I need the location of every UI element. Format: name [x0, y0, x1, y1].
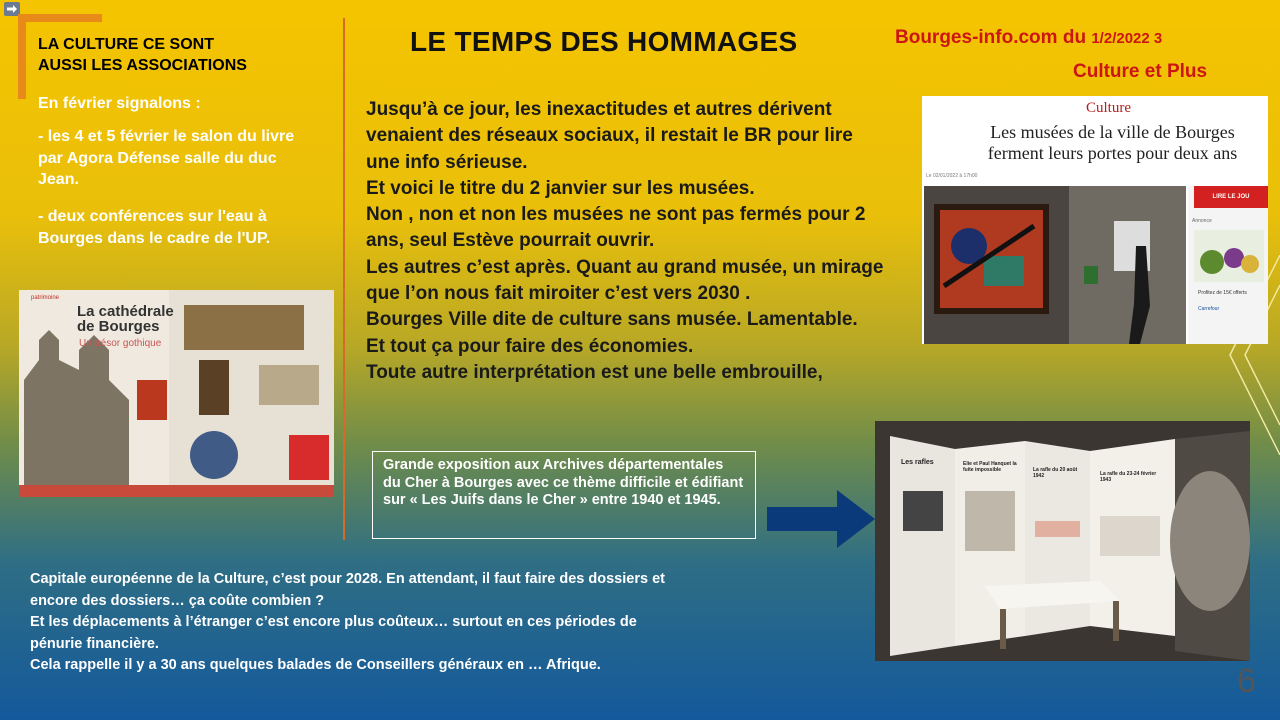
advert-offer: Profitez de 15€ offerts — [1198, 290, 1247, 296]
article-line: Jusqu’à ce jour, les inexactitudes et autres dérivent — [366, 99, 832, 120]
article-headline-line: ferment leurs portes pour deux ans — [987, 143, 1238, 163]
conferences-item: - deux conférences sur l'eau à Bourges dans le cadre de l'UP. — [38, 208, 271, 247]
associations-title — [38, 34, 318, 76]
article-headline-line: Les musées de la ville de Bourges — [990, 122, 1235, 142]
article-line: Les autres c’est après. Quant au grand musée, un mirage — [366, 256, 884, 278]
panel-title: Elie et Paul Hanquet la fuite impossible — [963, 461, 1017, 473]
article-section: Culture — [1086, 100, 1131, 116]
article-line: que l’on nous fait miroiter c’est vers 2030 . — [366, 283, 751, 305]
read-newspaper-button[interactable]: LIRE LE JOU — [1194, 186, 1268, 208]
main-article-text — [366, 97, 936, 386]
advert-label: Annonce — [1192, 218, 1212, 224]
page-number: 6 — [1237, 662, 1256, 700]
panel-title: La rafle du 23-24 février 1943 — [1100, 471, 1157, 483]
magazine-title — [77, 304, 174, 334]
advert-sidebar — [1188, 186, 1268, 344]
article-line: venaient des réseaux sociaux, il restait le BR pour lire — [366, 125, 853, 147]
frame-accent-left — [18, 14, 26, 99]
paragraph-line: Et les déplacements à l’étranger c’est encore plus coûteux… surtout en ces périodes de — [30, 614, 637, 630]
magazine-title-line: La cathédrale — [77, 303, 174, 320]
vegetables-image — [1194, 230, 1264, 282]
column-divider — [343, 18, 345, 540]
article-line: Et tout ça pour faire des économies. — [366, 335, 694, 357]
article-line: Et voici le titre du 2 janvier sur les musées. — [366, 177, 755, 199]
article-line: Toute autre interprétation est une belle embrouille, — [366, 361, 823, 383]
issue-date: 1/2/2022 3 — [1091, 30, 1163, 47]
paragraph-line: pénurie financière. — [30, 635, 159, 652]
magazine-tag: patrimoine — [31, 295, 60, 301]
article-line: une info sérieuse. — [366, 151, 528, 173]
section-name: Culture et Plus — [1073, 61, 1208, 82]
cathedral-magazine-photo — [19, 290, 334, 497]
article-line: Non , non et non les musées ne sont pas fermés pour 2 — [366, 204, 866, 226]
paragraph-line: encore des dossiers… ça coûte combien ? — [30, 592, 325, 609]
newspaper-article-screenshot — [922, 96, 1268, 344]
february-intro: En février signalons : — [38, 95, 201, 112]
article-line: ans, seul Estève pourrait ouvrir. — [366, 230, 655, 252]
associations-title-line: LA CULTURE CE SONT — [38, 36, 214, 53]
museum-photo — [924, 186, 1186, 344]
site-header — [895, 27, 1162, 49]
paragraph-line: Cela rappelle il y a 30 ans quelques balades de Conseillers généraux en … Afrique. — [30, 657, 601, 673]
article-line: Bourges Ville dite de culture sans musée. Lamentable. — [366, 309, 858, 331]
article-date: Le 02/01/2022 à 17h00 — [926, 173, 978, 179]
article-headline — [960, 122, 1265, 164]
associations-title-line: AUSSI LES ASSOCIATIONS — [38, 57, 247, 74]
magazine-subtitle: Un trésor gothique — [79, 338, 162, 349]
exhibition-photo — [875, 421, 1250, 661]
page-title: LE TEMPS DES HOMMAGES — [410, 26, 798, 57]
european-capital-paragraph — [30, 569, 790, 677]
exhibition-caption: Grande exposition aux Archives départementales du Cher à Bourges avec ce thème difficile et édifiant sur « Les Juifs dans le Cher » entre 1940 et 1945. — [372, 451, 756, 539]
paragraph-line: Capitale européenne de la Culture, c’est pour 2028. En attendant, il faut faire des dossiers et — [30, 571, 665, 587]
magazine-title-line: de Bourges — [77, 318, 160, 335]
panel-title: La rafle du 20 août 1942 — [1033, 467, 1078, 479]
carrefour-logo: Carrefour — [1198, 306, 1220, 312]
book-fair-item: - les 4 et 5 février le salon du livre par Agora Défense salle du duc Jean. — [38, 128, 295, 188]
site-name: Bourges-info.com du — [895, 27, 1087, 48]
panel-title: Les rafles — [901, 459, 934, 466]
frame-accent-top — [18, 14, 102, 22]
big-right-arrow-icon — [767, 490, 875, 548]
